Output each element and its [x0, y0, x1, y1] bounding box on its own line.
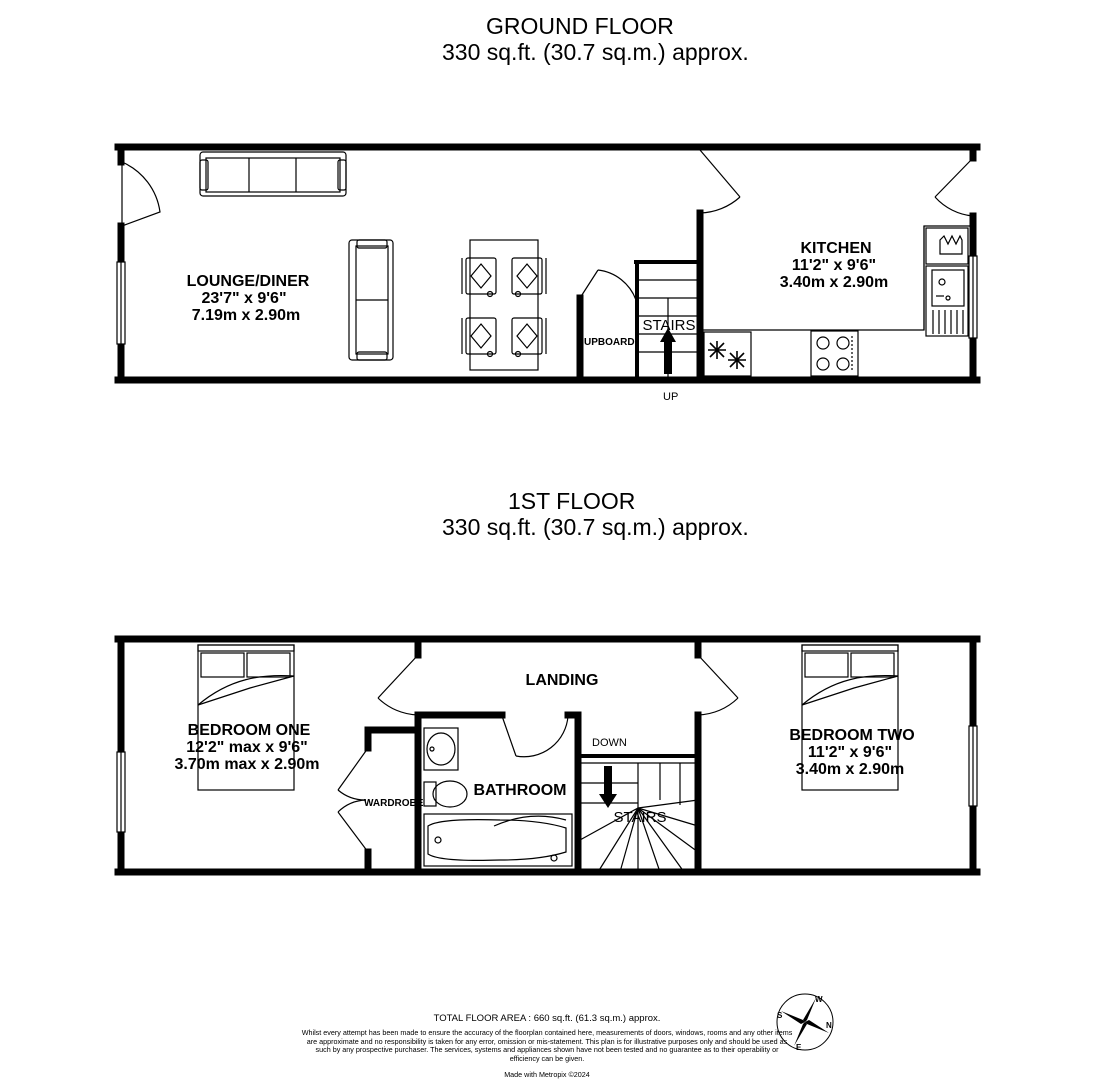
hob-icon: [811, 331, 858, 376]
compass-n: W: [815, 995, 823, 1004]
bath-icon: [424, 814, 572, 866]
ground-stairs-label: STAIRS: [642, 317, 696, 334]
stairs-up-arrow-icon: [660, 328, 676, 374]
room-name-bedroom-one: BEDROOM ONE: [187, 722, 311, 739]
fridge-freezer-icon: [704, 332, 751, 376]
first-stairs-label: STAIRS: [613, 809, 667, 826]
room-dim-imperial-lounge: 23'7" x 9'6": [201, 290, 287, 307]
stairs-up-label: UP: [663, 391, 679, 403]
wardrobe-label: WARDROBE: [364, 798, 424, 809]
dining-table-icon: [462, 240, 546, 370]
room-dim-metric-lounge: 7.19m x 2.90m: [191, 307, 301, 324]
toilet-icon: [424, 781, 467, 807]
disclaimer-text: Whilst every attempt has been made to ensure the accuracy of the floorplan contained here, measurements of doors, windows, rooms and any other items are approximate and no responsibility is taken for any error, omission or mis-statement. This plan is for illustrative purposes only and should be used as such by any prospective purchaser. The services, systems and appliances shown have not been tested and no guarantee as to their operability or efficiency can be given.: [301, 1028, 793, 1063]
made-with-credit: Made with Metropix ©2024: [504, 1070, 590, 1079]
room-dim-metric-kitchen: 3.40m x 2.90m: [779, 274, 889, 291]
compass-s: E: [796, 1043, 802, 1052]
total-floor-area: TOTAL FLOOR AREA : 660 sq.ft. (61.3 sq.m.) approx.: [433, 1013, 661, 1024]
room-name-bathroom: BATHROOM: [473, 782, 567, 799]
chair-icon: [512, 258, 546, 297]
ground-floor-title: GROUND FLOOR: [486, 13, 674, 39]
room-dim-imperial-bedroom-two: 11'2" x 9'6": [807, 744, 893, 761]
room-dim-imperial-bedroom-one: 12'2" max x 9'6": [186, 739, 308, 756]
room-name-kitchen: KITCHEN: [800, 240, 872, 257]
first-floor-area: 330 sq.ft. (30.7 sq.m.) approx.: [442, 514, 749, 540]
compass-e: N: [826, 1021, 832, 1030]
ground-floor-area: 330 sq.ft. (30.7 sq.m.) approx.: [442, 39, 749, 65]
chair-icon: [512, 318, 546, 357]
stairs-down-arrow-icon: [599, 766, 617, 808]
room-name-lounge-diner: LOUNGE/DINER: [186, 273, 310, 290]
compass-icon: [770, 990, 840, 1060]
chair-icon: [462, 258, 496, 297]
chair-icon: [462, 318, 496, 357]
room-dim-imperial-kitchen: 11'2" x 9'6": [791, 257, 877, 274]
cupboard-label: UPBOARD: [584, 337, 635, 348]
stairs-down-label: DOWN: [592, 737, 627, 749]
basin-icon: [424, 728, 458, 770]
sofa-icon: [200, 152, 346, 196]
first-floor-title: 1ST FLOOR: [508, 488, 636, 514]
room-name-landing: LANDING: [525, 672, 599, 689]
room-dim-metric-bedroom-two: 3.40m x 2.90m: [795, 761, 905, 778]
room-dim-metric-bedroom-one: 3.70m max x 2.90m: [174, 756, 320, 773]
sink-icon: [926, 266, 968, 336]
room-name-bedroom-two: BEDROOM TWO: [789, 727, 915, 744]
compass-w: S: [777, 1011, 783, 1020]
armchair-sofa-icon: [349, 240, 393, 360]
washing-machine-icon: [926, 228, 968, 264]
